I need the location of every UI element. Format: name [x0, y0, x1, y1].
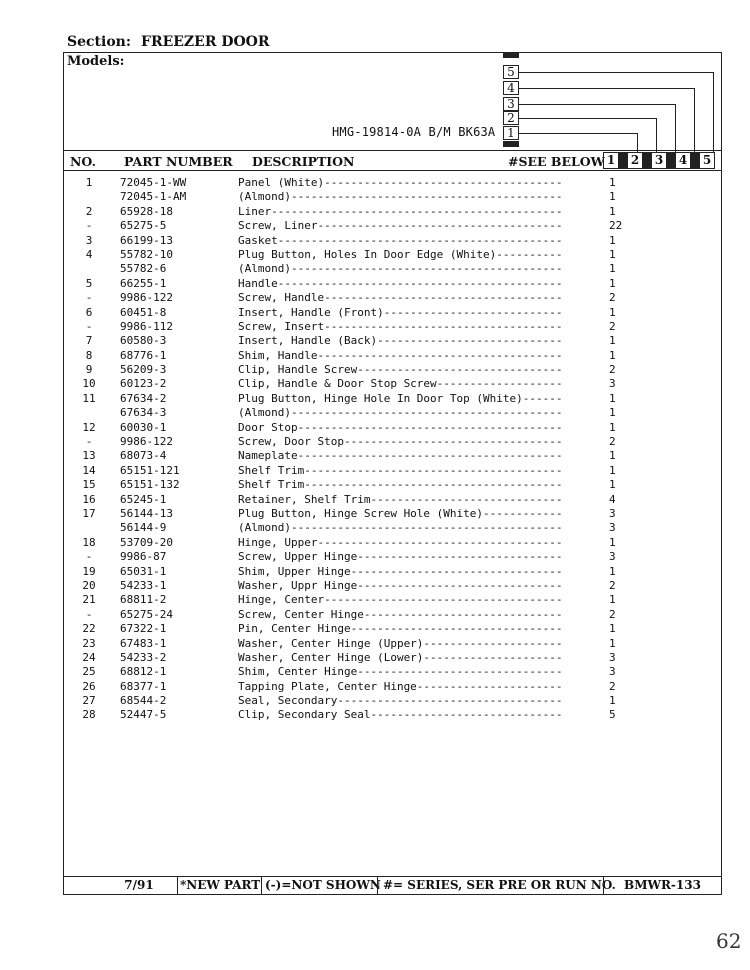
- row-description: Clip, Secondary Seal-----------------------------: [238, 708, 563, 722]
- row-part-number: 65275-5: [120, 219, 167, 233]
- series-sep-2: [643, 152, 651, 169]
- row-description: Insert, Handle (Front)---------------------------: [238, 305, 563, 319]
- connector-5: [519, 72, 713, 73]
- row-no: 24: [82, 650, 96, 664]
- row-description: Hinge, Center------------------------------------: [238, 593, 563, 607]
- row-quantity: 1: [609, 478, 616, 492]
- row-part-number: 54233-1: [120, 578, 167, 592]
- series-1: 1: [603, 152, 619, 169]
- table-row: [0, 363, 750, 377]
- row-part-number: 67634-2: [120, 391, 167, 405]
- table-row: [0, 608, 750, 622]
- row-part-number: 67483-1: [120, 636, 167, 650]
- row-part-number: 65151-132: [120, 478, 180, 492]
- row-description: Pin, Center Hinge--------------------------------: [238, 622, 563, 636]
- row-quantity: 1: [609, 420, 616, 434]
- row-description: Seal, Secondary----------------------------------: [238, 694, 563, 708]
- model-name: HMG-19814-0A B/M BK63A: [332, 125, 496, 139]
- row-part-number: 56144-9: [120, 521, 167, 535]
- row-description: Plug Button, Hinge Hole In Door Top (White)------: [238, 391, 563, 405]
- row-no: 13: [82, 449, 96, 463]
- table-row: [0, 291, 750, 305]
- row-description: Screw, Upper Hinge-------------------------------: [238, 550, 563, 564]
- row-no: 11: [82, 391, 96, 405]
- row-quantity: 3: [609, 506, 616, 520]
- row-description: Shim, Center Hinge-------------------------------: [238, 665, 563, 679]
- table-row: [0, 277, 750, 291]
- row-part-number: 9986-122: [120, 435, 173, 449]
- row-description: Tapping Plate, Center Hinge----------------------: [238, 679, 563, 693]
- table-row: [0, 637, 750, 651]
- table-row: [0, 665, 750, 679]
- row-description: Gasket-------------------------------------------: [238, 233, 563, 247]
- table-row: [0, 190, 750, 204]
- table-row: [0, 449, 750, 463]
- row-description: Panel (White)------------------------------------: [238, 176, 563, 189]
- row-no: 7: [85, 334, 93, 348]
- row-description: Plug Button, Hinge Screw Hole (White)------------: [238, 506, 563, 520]
- row-part-number: 68377-1: [120, 679, 167, 693]
- table-row: [0, 234, 750, 248]
- table-row: [0, 421, 750, 435]
- row-description: Shelf Trim---------------------------------------: [238, 478, 563, 492]
- row-quantity: 22: [609, 219, 623, 233]
- row-part-number: 56209-3: [120, 363, 167, 377]
- row-description: Shelf Trim---------------------------------------: [238, 463, 563, 477]
- footer-new-part: *NEW PART: [180, 878, 261, 892]
- row-part-number: 60580-3: [120, 334, 167, 348]
- parts-table: [0, 176, 750, 723]
- table-row: [0, 406, 750, 420]
- connector-3-drop: [675, 104, 676, 152]
- row-quantity: 1: [609, 564, 616, 578]
- row-quantity: 3: [609, 377, 616, 391]
- ladder-box-4: 4: [503, 81, 519, 95]
- row-quantity: 1: [609, 406, 616, 420]
- row-quantity: 1: [609, 334, 616, 348]
- row-quantity: 2: [609, 363, 616, 377]
- row-description: (Almond)-----------------------------------------: [238, 262, 563, 276]
- row-no: 14: [82, 463, 96, 477]
- row-description: Door Stop----------------------------------------: [238, 420, 563, 434]
- col-header-part-number: PART NUMBER: [124, 154, 233, 169]
- row-quantity: 2: [609, 578, 616, 592]
- row-part-number: 67634-3: [120, 406, 167, 420]
- row-part-number: 60123-2: [120, 377, 167, 391]
- table-row: [0, 550, 750, 564]
- row-no: 17: [82, 506, 96, 520]
- ladder-box-5: 5: [503, 65, 519, 79]
- row-description: Screw, Center Hinge------------------------------: [238, 607, 563, 621]
- table-row: [0, 493, 750, 507]
- row-part-number: 65275-24: [120, 607, 173, 621]
- row-part-number: 65245-1: [120, 492, 167, 506]
- row-part-number: 55782-6: [120, 262, 167, 276]
- row-part-number: 72045-1-WW: [120, 176, 187, 189]
- row-quantity: 1: [609, 305, 616, 319]
- row-quantity: 5: [609, 708, 616, 722]
- connector-1: [519, 133, 637, 134]
- series-3: 3: [651, 152, 667, 169]
- section-heading: [67, 34, 270, 50]
- row-description: (Almond)-----------------------------------------: [238, 521, 563, 535]
- row-description: (Almond)-----------------------------------------: [238, 406, 563, 420]
- row-no: 26: [82, 679, 96, 693]
- row-quantity: 2: [609, 679, 616, 693]
- row-part-number: 65928-18: [120, 204, 173, 218]
- row-part-number: 68776-1: [120, 348, 167, 362]
- row-quantity: 2: [609, 435, 616, 449]
- row-quantity: 1: [609, 233, 616, 247]
- row-part-number: 68811-2: [120, 593, 167, 607]
- connector-4: [519, 88, 694, 89]
- row-quantity: 2: [609, 291, 616, 305]
- header-top-rule: [63, 150, 722, 151]
- table-row: [0, 593, 750, 607]
- row-no: -: [85, 291, 93, 305]
- ladder-box-1: 1: [503, 126, 519, 140]
- ladder-cap-bottom: [503, 141, 519, 147]
- row-description: Nameplate----------------------------------------: [238, 449, 563, 463]
- row-description: Washer, Center Hinge (Lower)---------------------: [238, 650, 563, 664]
- row-no: -: [85, 607, 93, 621]
- row-no: 5: [85, 276, 93, 290]
- row-quantity: 1: [609, 247, 616, 261]
- row-quantity: 1: [609, 535, 616, 549]
- col-header-see-below: #SEE BELOW: [508, 154, 605, 169]
- header-bottom-rule: [63, 170, 722, 171]
- table-row: [0, 262, 750, 276]
- row-description: Clip, Handle & Door Stop Screw-------------------: [238, 377, 563, 391]
- row-no: 16: [82, 492, 96, 506]
- row-part-number: 53709-20: [120, 535, 173, 549]
- row-part-number: 72045-1-AM: [120, 190, 187, 204]
- row-no: 27: [82, 694, 96, 708]
- row-part-number: 56144-13: [120, 506, 173, 520]
- row-quantity: 1: [609, 463, 616, 477]
- table-row: [0, 565, 750, 579]
- row-quantity: 1: [609, 204, 616, 218]
- models-label: Models:: [67, 54, 125, 69]
- row-quantity: 1: [609, 190, 616, 204]
- row-description: Washer, Center Hinge (Upper)---------------------: [238, 636, 563, 650]
- row-part-number: 55782-10: [120, 247, 173, 261]
- row-no: 19: [82, 564, 96, 578]
- col-header-no: NO.: [70, 154, 96, 169]
- table-row: [0, 622, 750, 636]
- row-part-number: 66255-1: [120, 276, 167, 290]
- table-row: [0, 392, 750, 406]
- row-quantity: 1: [609, 593, 616, 607]
- table-row: [0, 464, 750, 478]
- row-no: -: [85, 319, 93, 333]
- row-part-number: 60030-1: [120, 420, 167, 434]
- row-no: 10: [82, 377, 96, 391]
- row-quantity: 3: [609, 550, 616, 564]
- row-no: 18: [82, 535, 96, 549]
- series-4: 4: [675, 152, 691, 169]
- table-row: [0, 377, 750, 391]
- table-row: [0, 349, 750, 363]
- row-no: 22: [82, 622, 96, 636]
- table-row: [0, 708, 750, 722]
- row-part-number: 68544-2: [120, 694, 167, 708]
- row-quantity: 3: [609, 521, 616, 535]
- row-part-number: 9986-112: [120, 319, 173, 333]
- connector-2: [519, 118, 656, 119]
- series-5: 5: [699, 152, 715, 169]
- ladder-cap-top: [503, 52, 519, 58]
- row-part-number: 60451-8: [120, 305, 167, 319]
- row-no: 15: [82, 478, 96, 492]
- row-no: 3: [85, 233, 93, 247]
- corner-mark: 62: [716, 929, 742, 953]
- row-quantity: 4: [609, 492, 616, 506]
- row-description: Liner--------------------------------------------: [238, 204, 563, 218]
- row-quantity: 1: [609, 694, 616, 708]
- table-row: [0, 320, 750, 334]
- connector-5-drop: [713, 72, 714, 152]
- row-quantity: 1: [609, 348, 616, 362]
- row-quantity: 1: [609, 636, 616, 650]
- row-part-number: 66199-13: [120, 233, 173, 247]
- table-row: [0, 507, 750, 521]
- row-description: Screw, Door Stop---------------------------------: [238, 435, 563, 449]
- row-description: Shim, Handle-------------------------------------: [238, 348, 563, 362]
- row-quantity: 1: [609, 449, 616, 463]
- row-part-number: 67322-1: [120, 622, 167, 636]
- section-title: FREEZER DOOR: [141, 34, 270, 50]
- row-quantity: 2: [609, 319, 616, 333]
- row-part-number: 9986-122: [120, 291, 173, 305]
- row-no: 25: [82, 665, 96, 679]
- row-description: Plug Button, Holes In Door Edge (White)----------: [238, 247, 563, 261]
- table-row: [0, 536, 750, 550]
- row-no: -: [85, 219, 93, 233]
- series-2: 2: [627, 152, 643, 169]
- row-quantity: 2: [609, 607, 616, 621]
- row-part-number: 52447-5: [120, 708, 167, 722]
- row-no: 6: [85, 305, 93, 319]
- row-no: 28: [82, 708, 96, 722]
- row-no: 9: [85, 363, 93, 377]
- table-row: [0, 694, 750, 708]
- row-part-number: 68812-1: [120, 665, 167, 679]
- row-no: -: [85, 435, 93, 449]
- connector-4-drop: [694, 88, 695, 152]
- footer-divider-3: [377, 876, 378, 895]
- table-row: [0, 205, 750, 219]
- series-sep-4: [691, 152, 699, 169]
- row-part-number: 9986-87: [120, 550, 167, 564]
- series-sep-3: [667, 152, 675, 169]
- row-part-number: 65151-121: [120, 463, 180, 477]
- footer-date: 7/91: [124, 878, 154, 892]
- table-row: [0, 334, 750, 348]
- connector-3: [519, 104, 675, 105]
- row-part-number: 65031-1: [120, 564, 167, 578]
- row-quantity: 1: [609, 391, 616, 405]
- row-description: Clip, Handle Screw-------------------------------: [238, 363, 563, 377]
- row-no: -: [85, 550, 93, 564]
- row-description: Screw, Liner-------------------------------------: [238, 219, 563, 233]
- row-quantity: 1: [609, 262, 616, 276]
- row-description: Insert, Handle (Back)----------------------------: [238, 334, 563, 348]
- table-row: [0, 435, 750, 449]
- table-row: [0, 521, 750, 535]
- row-quantity: 3: [609, 665, 616, 679]
- footer-code: BMWR-133: [624, 878, 701, 892]
- row-no: 23: [82, 636, 96, 650]
- row-quantity: 1: [609, 176, 616, 189]
- table-row: [0, 248, 750, 262]
- row-description: Washer, Uppr Hinge-------------------------------: [238, 578, 563, 592]
- row-no: 4: [85, 247, 93, 261]
- row-description: Handle-------------------------------------------: [238, 276, 563, 290]
- row-no: 20: [82, 578, 96, 592]
- table-row: [0, 579, 750, 593]
- row-no: 2: [85, 204, 93, 218]
- row-part-number: 54233-2: [120, 650, 167, 664]
- connector-2-drop: [656, 118, 657, 152]
- ladder-box-2: 2: [503, 111, 519, 125]
- row-no: 21: [82, 593, 96, 607]
- col-header-description: DESCRIPTION: [252, 154, 355, 169]
- row-no: 1: [85, 176, 93, 189]
- row-part-number: 68073-4: [120, 449, 167, 463]
- row-quantity: 1: [609, 276, 616, 290]
- table-row: [0, 219, 750, 233]
- series-sep-1: [619, 152, 627, 169]
- row-description: Hinge, Upper-------------------------------------: [238, 535, 563, 549]
- table-row: [0, 176, 750, 190]
- section-label: Section:: [67, 34, 132, 50]
- row-no: 8: [85, 348, 93, 362]
- ladder-box-3: 3: [503, 97, 519, 111]
- row-description: Screw, Insert------------------------------------: [238, 319, 563, 333]
- row-no: 12: [82, 420, 96, 434]
- table-row: [0, 680, 750, 694]
- footer-divider-2: [261, 876, 262, 895]
- table-row: [0, 478, 750, 492]
- row-description: Shim, Upper Hinge--------------------------------: [238, 564, 563, 578]
- table-row: [0, 651, 750, 665]
- table-row: [0, 306, 750, 320]
- row-description: Screw, Handle------------------------------------: [238, 291, 563, 305]
- footer-divider-1: [177, 876, 178, 895]
- footer-series-note: #= SERIES, SER PRE OR RUN NO.: [383, 878, 616, 892]
- row-quantity: 1: [609, 622, 616, 636]
- row-quantity: 3: [609, 650, 616, 664]
- row-description: (Almond)-----------------------------------------: [238, 190, 563, 204]
- footer-not-shown: (-)=NOT SHOWN: [265, 878, 381, 892]
- row-description: Retainer, Shelf Trim-----------------------------: [238, 492, 563, 506]
